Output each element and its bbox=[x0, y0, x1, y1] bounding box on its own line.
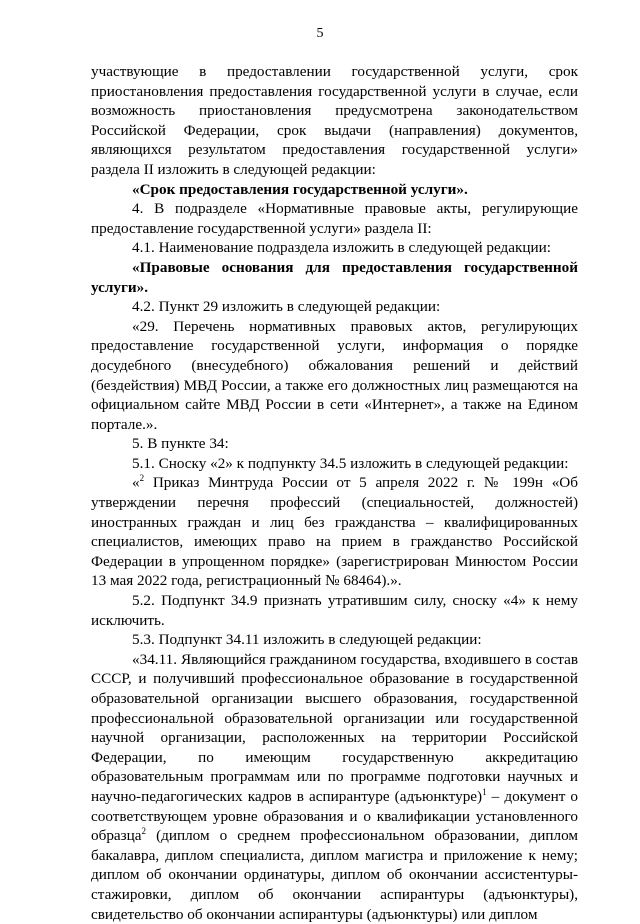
paragraph-continuation: участвующие в предоставлении государственной услуги, срок приостановления предоставления государственной услуги в случае, если возможность приостановления предусмотрена законодательством Российской Федерации, срок выдачи (направления) документов, являющихся результатом предоставления государственной услуги» раздела II изложить в следующей редакции: bbox=[91, 63, 578, 178]
paragraph-item-5-2: 5.2. Подпункт 34.9 признать утратившим силу, сноску «4» к нему исключить. bbox=[91, 592, 578, 629]
subpoint-text-part-2: – документ о соответствующем уровне образования и о квалификации установленного образца bbox=[91, 787, 579, 845]
subpoint-text-part-3: (диплом о среднем профессиональном образовании, диплом бакалавра, диплом специалиста, диплом магистра и приложение к нему; диплом об окончании ординатуры, диплом об окончании ассистентуры-стажировки, диплом об окончании аспирантуры (адъюнктуры), свидетельство об окончании аспирантуры (адъюнктуры) или диплом bbox=[91, 827, 578, 923]
footnote-text: Приказ Минтруда России от 5 апреля 2022 г. № 199н «Об утверждении перечня профессий (специальностей, должностей) иностранных граждан и лиц без гражданства – квалифицированных специалистов, имеющих право на прием в гражданство Российской Федерации в упрощенном порядке» (зарегистрирован Минюстом России 13 мая 2022 года, регистрационный № 68464).». bbox=[91, 474, 578, 590]
paragraph-heading-legal-basis: «Правовые основания для предоставления государственной услуги». bbox=[91, 258, 578, 296]
paragraph-item-4: 4. В подразделе «Нормативные правовые акты, регулирующие предоставление государственной услуги» раздела II: bbox=[91, 200, 578, 237]
footnote-marker: 1 bbox=[482, 786, 487, 797]
paragraph-footnote-2 bbox=[91, 473, 578, 591]
paragraph-subpoint-34-11 bbox=[91, 650, 578, 924]
page-number: 5 bbox=[316, 26, 324, 41]
paragraph-point-29: «29. Перечень нормативных правовых актов, регулирующих предоставление государственной услуги, информация о порядке досудебного (внесудебного) обжалования решений и действий (бездействия) МВД России, а также его должностных лиц размещаются на официальном сайте МВД России в сети «Интернет», а также на Едином портале.». bbox=[91, 317, 578, 433]
paragraph-item-4-2: 4.2. Пункт 29 изложить в следующей редакции: bbox=[132, 298, 441, 316]
paragraph-item-4-1: 4.1. Наименование подраздела изложить в следующей редакции: bbox=[132, 239, 551, 257]
paragraph-item-5-1: 5.1. Сноску «2» к подпункту 34.5 изложить в следующей редакции: bbox=[132, 454, 569, 472]
subpoint-text-part-1: «34.11. Являющийся гражданином государства, входившего в состав СССР, и получивший профессиональное образование в государственной образовательной организации высшего образования, государственной профессиональной образовательной организации или государственной научной организации, расположенных на территории Российской Федерации, по имеющим государственную аккредитацию образовательным программам или по программе подготовки научных и научно-педагогических кадров в аспирантуре (адъюнктуре) bbox=[91, 650, 578, 805]
footnote-marker: 2 bbox=[139, 473, 145, 484]
document-body bbox=[91, 62, 578, 924]
paragraph-heading-term: «Срок предоставления государственной услуги». bbox=[132, 180, 468, 198]
footnote-open-quote: « bbox=[132, 474, 140, 492]
paragraph-item-5-3: 5.3. Подпункт 34.11 изложить в следующей редакции: bbox=[132, 631, 482, 649]
paragraph-item-5: 5. В пункте 34: bbox=[132, 435, 229, 453]
footnote-marker: 2 bbox=[141, 826, 147, 837]
